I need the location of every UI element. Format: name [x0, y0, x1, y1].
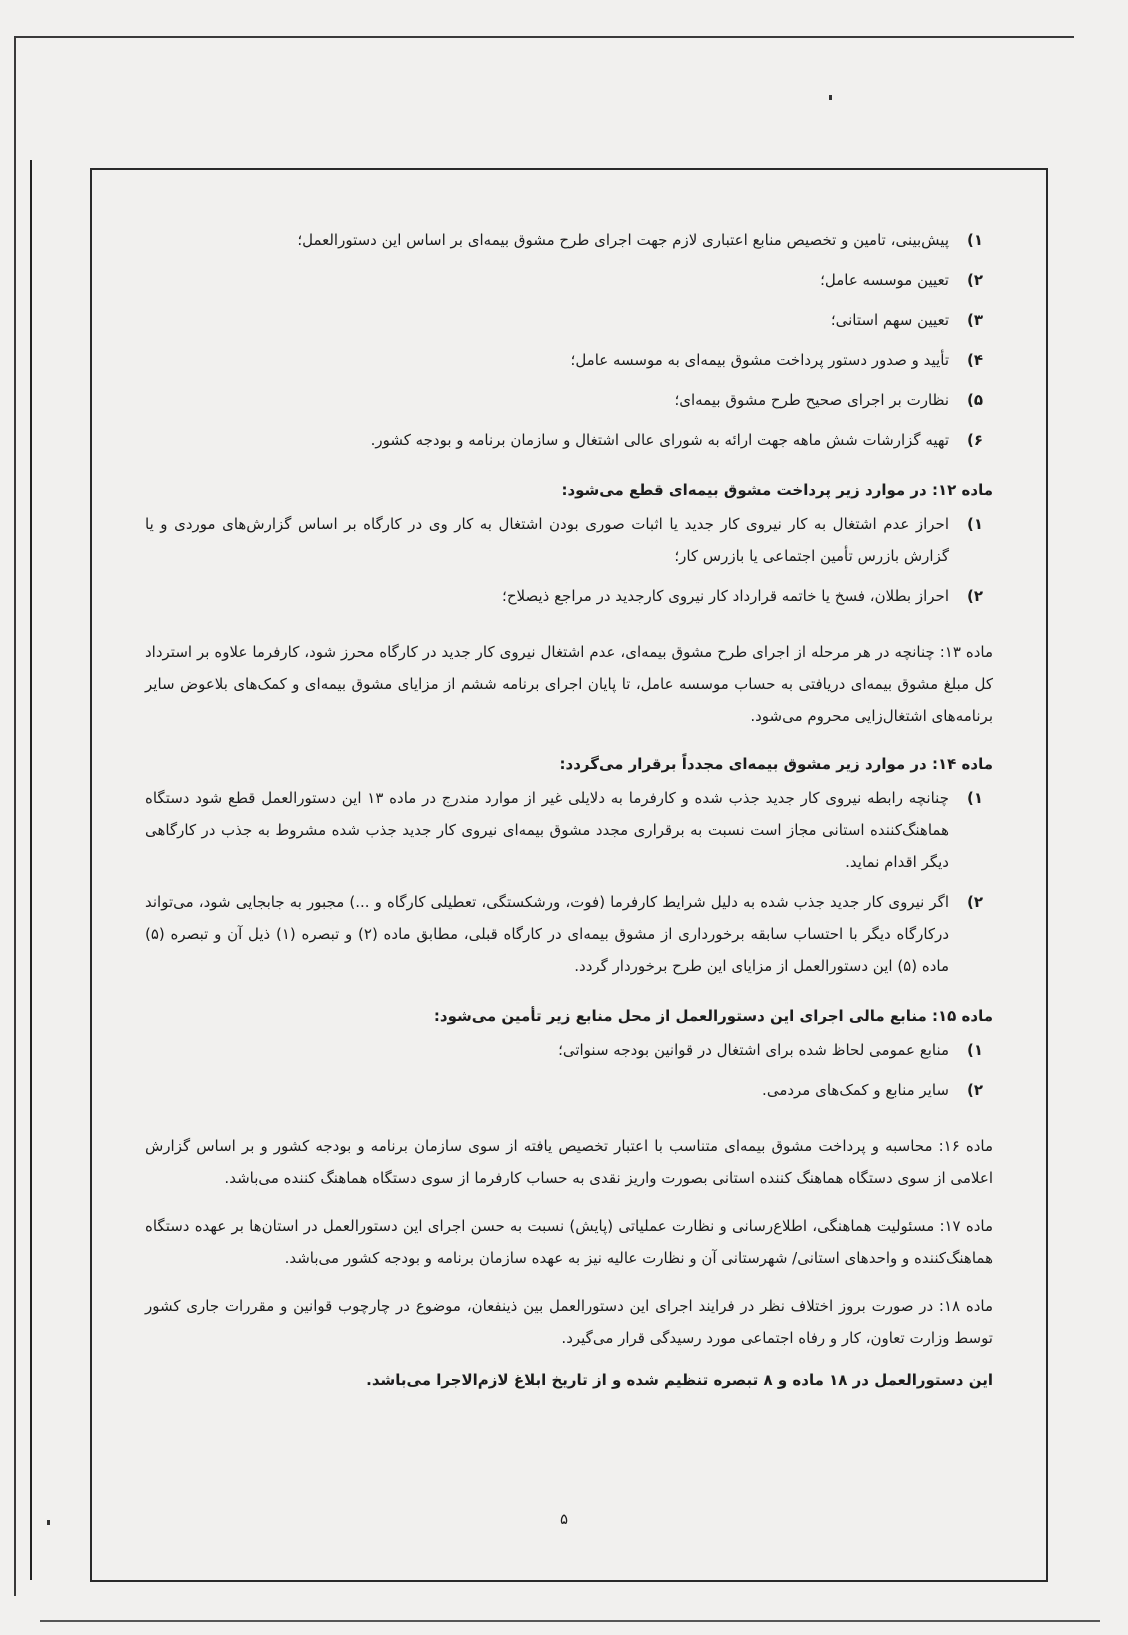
article-17: ماده ۱۷: مسئولیت هماهنگی، اطلاع‌رسانی و نظارت عملیاتی (پایش) نسبت به حسن اجرای این دستورالعمل در استان‌ها بر عهده دستگاه هماهنگ‌کننده و واحدهای استانی/ شهرستانی آن و نظارت عالیه نیز به عهده سازمان برنامه و بودجه کشور می‌باشد. — [145, 1217, 993, 1267]
page-number: ۵ — [559, 1510, 569, 1528]
list-item: ۲) احراز بطلان، فسخ یا خاتمه قرارداد کار نیروی کارجدید در مراجع ذیصلاح؛ — [502, 587, 983, 605]
list-item: ۳) تعیین سهم استانی؛ — [830, 311, 983, 329]
list-item: ۱) پیش‌بینی، تامین و تخصیص منابع اعتباری لازم جهت اجرای طرح مشوق بیمه‌ای بر اساس این دستورالعمل؛ — [297, 231, 983, 249]
list-item: ۲) اگر نیروی کار جدید جذب شده به دلیل شرایط کارفرما (فوت، ورشکستگی، تعطیلی کارگاه و ...) مجبور به جابجایی شود، می‌تواند درکارگاه دیگر با احتساب سابقه برخورداری از مشوق بیمه‌ای در کارگاه قبلی، مطابق ماده (۲) و تبصره (۱) ذیل آن و تبصره (۵) ماده (۵) این دستورالعمل از مزایای این طرح برخوردار گردد. — [145, 893, 983, 975]
document-body — [145, 222, 993, 1396]
scan-edge-top — [14, 36, 1074, 38]
closing-statement: این دستورالعمل در ۱۸ ماده و ۸ تبصره تنظیم شده و از تاریخ ابلاغ لازم‌الاجرا می‌باشد. — [366, 1371, 993, 1389]
article-15-heading: ماده ۱۵: منابع مالی اجرای این دستورالعمل از محل منابع زیر تأمین می‌شود: — [433, 1007, 993, 1025]
article-14-heading: ماده ۱۴: در موارد زیر مشوق بیمه‌ای مجدداً برقرار می‌گردد: — [559, 755, 993, 773]
scan-speck — [829, 95, 832, 100]
article-13: ماده ۱۳: چنانچه در هر مرحله از اجرای طرح مشوق بیمه‌ای، عدم اشتغال نیروی کار جدید در کارگاه محرز شود، کارفرما علاوه بر استرداد کل مبلغ مشوق بیمه‌ای دریافتی به حساب موسسه عامل، تا پایان اجرای برنامه ششم از مزایای مشوق بیمه‌ای و کمک‌های بلاعوض سایر برنامه‌های اشتغال‌زایی محروم می‌شود. — [145, 643, 994, 725]
article-12-heading: ماده ۱۲: در موارد زیر پرداخت مشوق بیمه‌ای قطع می‌شود: — [561, 481, 993, 499]
list-item: ۲) تعیین موسسه عامل؛ — [820, 271, 983, 289]
article-18: ماده ۱۸: در صورت بروز اختلاف نظر در فرایند اجرای این دستورالعمل بین ذینفعان، موضوع در چارچوب قوانین و مقررات جاری کشور توسط وزارت تعاون، کار و رفاه اجتماعی مورد رسیدگی قرار می‌گیرد. — [145, 1297, 993, 1347]
scan-edge-bottom — [40, 1620, 1100, 1622]
scan-edge-left — [14, 36, 16, 1596]
list-item: ۴) تأیید و صدور دستور پرداخت مشوق بیمه‌ای به موسسه عامل؛ — [570, 351, 983, 369]
list-item: ۲) سایر منابع و کمک‌های مردمی. — [762, 1081, 983, 1099]
list-item: ۱) منابع عمومی لحاظ شده برای اشتغال در قوانین بودجه سنواتی؛ — [558, 1041, 983, 1059]
responsibilities-list — [145, 224, 993, 456]
article-16: ماده ۱۶: محاسبه و پرداخت مشوق بیمه‌ای متناسب با اعتبار تخصیص یافته از سوی سازمان برنامه و بودجه کشور و بر اساس گزارش اعلامی از سوی دستگاه هماهنگ کننده استانی بصورت واریز نقدی به حساب کارفرما از سوی دستگاه هماهنگ کننده می‌باشد. — [145, 1137, 993, 1187]
list-item: ۱) احراز عدم اشتغال به کار نیروی کار جدید یا اثبات صوری بودن اشتغال به کار وی در کارگاه بر اساس گزارش‌های موردی و یا گزارش بازرس تأمین اجتماعی یا بازرس کار؛ — [145, 515, 983, 565]
binder-line — [30, 160, 32, 1580]
list-item: ۱) چنانچه رابطه نیروی کار جدید جذب شده و کارفرما به دلایلی غیر از موارد مندرج در ماده ۱۳ این دستورالعمل قطع شود دستگاه هماهنگ‌کننده استانی مجاز است نسبت به برقراری مجدد مشوق بیمه‌ای نیروی کار جدید جذب شده مشروط به جذب در کارگاهی دیگر اقدام نماید. — [145, 789, 983, 871]
list-item: ۶) تهیه گزارشات شش ماهه جهت ارائه به شورای عالی اشتغال و سازمان برنامه و بودجه کشور. — [370, 431, 983, 449]
list-item: ۵) نظارت بر اجرای صحیح طرح مشوق بیمه‌ای؛ — [674, 391, 983, 409]
